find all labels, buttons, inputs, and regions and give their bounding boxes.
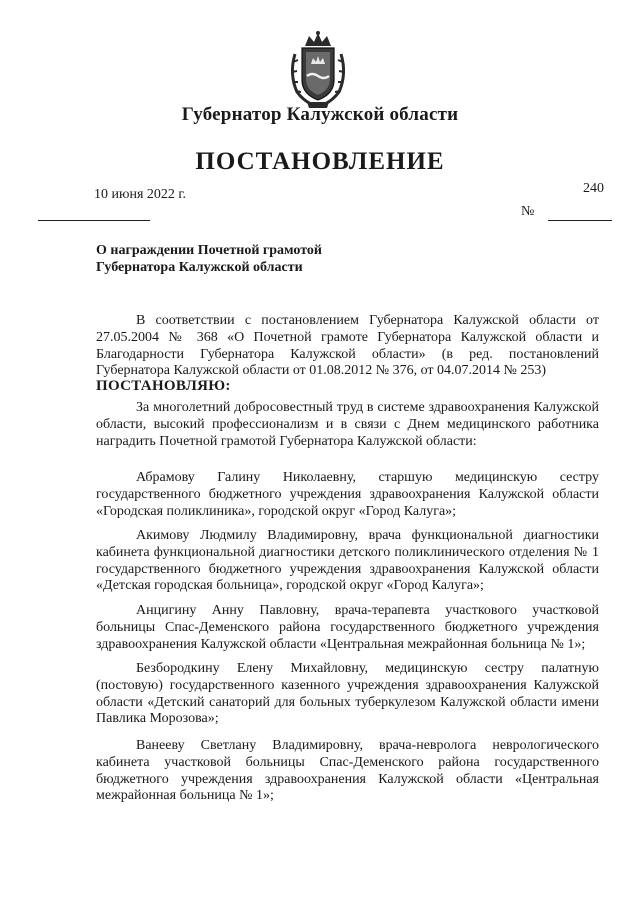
kaluga-coat-of-arms-icon	[287, 30, 349, 110]
decree-word: ПОСТАНОВЛЯЮ:	[96, 378, 231, 394]
awardee-paragraph: Акимову Людмилу Владимировну, врача функциональной диагностики кабинета функциональной диагностики детского поликлинического отделения № 1 государственного бюджетного учреждения здравоохранения Калужской области «Детская городская больница», городской округ «Город Калуга»;	[96, 528, 599, 594]
award-reason-paragraph: За многолетний добросовестный труд в системе здравоохранения Калужской области, высокий профессионализм и в связи с Днем медицинского работника наградить Почетной грамотой Губернатора Калужской области:	[96, 400, 599, 449]
issuing-authority: Губернатор Калужской области	[181, 104, 459, 125]
document-number: 240	[583, 181, 604, 196]
awardee-paragraph: Безбородкину Елену Михайловну, медицинскую сестру палатную (постовую) государственного казенного учреждения здравоохранения Калужской области «Детский санаторий для больных туберкулезом Калужской области имени Павлика Морозова»;	[96, 661, 599, 727]
awardee-paragraph: Ванееву Светлану Владимировну, врача-невролога неврологического кабинета участковой больницы Спас-Деменского района государственного бюджетного учреждения здравоохранения Калужской области «Центральная межрайонная больница № 1»;	[96, 738, 599, 804]
awardee-paragraph: Анцигину Анну Павловну, врача-терапевта участкового участковой больницы Спас-Деменского района государственного бюджетного учреждения здравоохранения Калужской области «Центральная межрайонная больница № 1»;	[96, 603, 599, 652]
document-date: 10 июня 2022 г.	[94, 187, 187, 202]
legal-basis-paragraph: В соответствии с постановлением Губернатора Калужской области от 27.05.2004 № 368 «О Почетной грамоте Губернатора Калужской области и Благодарности Губернатора Калужской области» (в ред. постановлений Губернатора Калужской области от 01.08.2012 № 376, от 04.07.2014 № 253)	[96, 313, 599, 379]
subject-line: Губернатора Калужской области	[96, 260, 303, 275]
document-subject	[96, 242, 416, 276]
number-underline	[548, 220, 612, 221]
number-sign: №	[521, 204, 535, 219]
awardee-paragraph: Абрамову Галину Николаевну, старшую медицинскую сестру государственного бюджетного учреждения здравоохранения Калужской области «Городская поликлиника», городской округ «Город Калуга»;	[96, 470, 599, 519]
date-underline	[38, 220, 150, 221]
document-type-title: ПОСТАНОВЛЕНИЕ	[195, 148, 445, 175]
subject-line: О награждении Почетной грамотой	[96, 243, 322, 258]
